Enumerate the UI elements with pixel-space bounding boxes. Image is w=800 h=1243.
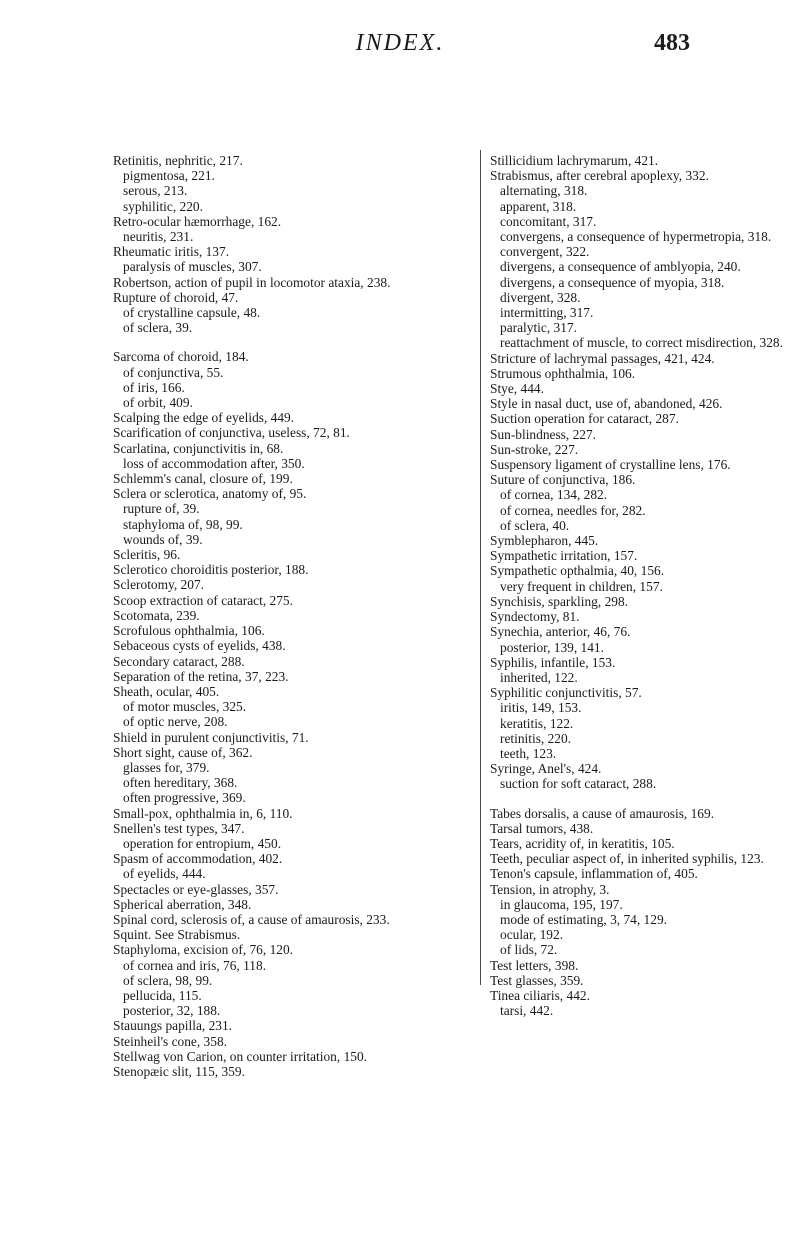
index-subentry: posterior, 32, 188. xyxy=(123,1003,221,1019)
index-entry: Spinal cord, sclerosis of, a cause of amaurosis, 233. xyxy=(113,911,390,927)
index-entry: Scrofulous ophthalmia, 106. xyxy=(113,623,265,639)
index-subentry: neuritis, 231. xyxy=(123,229,194,245)
index-entry: Snellen's test types, 347. xyxy=(113,820,245,836)
index-subentry: divergent, 328. xyxy=(500,289,581,305)
index-subentry: divergens, a consequence of myopia, 318. xyxy=(500,274,725,290)
index-entry: Sympathetic irritation, 157. xyxy=(490,548,638,564)
index-entry: Sheath, ocular, 405. xyxy=(113,683,220,699)
index-subentry: of cornea and iris, 76, 118. xyxy=(123,957,267,973)
index-entry: Tinea ciliaris, 442. xyxy=(490,987,590,1003)
index-subentry: of cornea, needles for, 282. xyxy=(500,502,646,518)
index-subentry: of lids, 72. xyxy=(500,942,558,958)
index-entry: Schlemm's canal, closure of, 199. xyxy=(113,471,293,487)
index-entry: Retinitis, nephritic, 217. xyxy=(113,153,243,168)
index-entry: Teeth, peculiar aspect of, in inherited syphilis, 123. xyxy=(490,851,764,867)
index-entry: Sclerotico choroiditis posterior, 188. xyxy=(113,562,309,578)
index-entry: Separation of the retina, 37, 223. xyxy=(113,668,289,684)
index-subentry: ocular, 192. xyxy=(500,927,564,943)
index-subentry: syphilitic, 220. xyxy=(123,198,203,214)
index-subentry: paralysis of muscles, 307. xyxy=(123,259,262,275)
index-subentry: teeth, 123. xyxy=(500,745,557,761)
index-subentry: apparent, 318. xyxy=(500,198,577,214)
index-entry: Stauungs papilla, 231. xyxy=(113,1018,233,1034)
index-subentry: of sclera, 98, 99. xyxy=(123,972,213,988)
index-subentry: keratitis, 122. xyxy=(500,715,574,731)
index-subentry: concomitant, 317. xyxy=(500,213,597,229)
index-subentry: wounds of, 39. xyxy=(123,531,203,547)
index-entry: Symblepharon, 445. xyxy=(490,533,599,549)
index-entry: Syndectomy, 81. xyxy=(490,609,580,625)
index-subentry: iritis, 149, 153. xyxy=(500,700,582,716)
running-title: INDEX. xyxy=(355,30,445,56)
index-subentry: of crystalline capsule, 48. xyxy=(123,305,261,321)
index-column-left xyxy=(113,153,473,1079)
index-subentry: convergens, a consequence of hypermetropia, 318. xyxy=(500,229,772,245)
index-entry: Sclera or sclerotica, anatomy of, 95. xyxy=(113,486,307,502)
index-entry: Stillicidium lachrymarum, 421. xyxy=(490,153,659,168)
index-subentry: glasses for, 379. xyxy=(123,759,210,775)
index-entry: Robertson, action of pupil in locomotor ataxia, 238. xyxy=(113,274,391,290)
index-entry: Scotomata, 239. xyxy=(113,607,200,623)
index-entry: Short sight, cause of, 362. xyxy=(113,744,253,760)
index-entry: Suture of conjunctiva, 186. xyxy=(490,472,636,488)
index-entry: Sun-stroke, 227. xyxy=(490,441,579,457)
index-subentry: of sclera, 39. xyxy=(123,320,193,336)
index-subentry: loss of accommodation after, 350. xyxy=(123,455,305,471)
index-entry: Secondary cataract, 288. xyxy=(113,653,245,669)
index-entry: Tarsal tumors, 438. xyxy=(490,820,594,836)
index-entry: Scoop extraction of cataract, 275. xyxy=(113,592,293,608)
index-subentry: often hereditary, 368. xyxy=(123,775,238,791)
index-entry: Spasm of accommodation, 402. xyxy=(113,851,283,867)
index-entry: Tears, acridity of, in keratitis, 105. xyxy=(490,835,675,851)
index-entry: Sebaceous cysts of eyelids, 438. xyxy=(113,638,286,654)
section-gap xyxy=(113,335,473,349)
index-entry: Small-pox, ophthalmia in, 6, 110. xyxy=(113,805,293,821)
index-entry: Strumous ophthalmia, 106. xyxy=(490,365,636,381)
index-subentry: staphyloma of, 98, 99. xyxy=(123,516,243,532)
index-entry: Tenon's capsule, inflammation of, 405. xyxy=(490,866,698,882)
index-subentry: very frequent in children, 157. xyxy=(500,578,663,594)
index-subentry: of iris, 166. xyxy=(123,379,185,395)
index-subentry: of eyelids, 444. xyxy=(123,866,206,882)
index-subentry: tarsi, 442. xyxy=(500,1003,554,1019)
index-subentry: inherited, 122. xyxy=(500,669,578,685)
index-entry: Sarcoma of choroid, 184. xyxy=(113,349,249,365)
column-divider xyxy=(480,150,481,985)
page-number: 483 xyxy=(654,30,690,56)
index-subentry: intermitting, 317. xyxy=(500,305,594,321)
index-subentry: pigmentosa, 221. xyxy=(123,168,215,184)
index-subentry: alternating, 318. xyxy=(500,183,588,199)
index-subentry: reattachment of muscle, to correct misdirection, 328. xyxy=(500,335,783,351)
index-subentry: of cornea, 134, 282. xyxy=(500,487,608,503)
index-subentry: paralytic, 317. xyxy=(500,320,577,336)
index-entry: Suction operation for cataract, 287. xyxy=(490,411,679,427)
index-subentry: often progressive, 369. xyxy=(123,790,246,806)
index-subentry: of optic nerve, 208. xyxy=(123,714,228,730)
index-subentry: of orbit, 409. xyxy=(123,395,193,411)
index-entry: Synchisis, sparkling, 298. xyxy=(490,593,628,609)
index-entry: Squint. See Strabismus. xyxy=(113,927,241,943)
index-entry: Syphilis, infantile, 153. xyxy=(490,654,616,670)
index-entry: Sclerotomy, 207. xyxy=(113,577,204,593)
index-subentry: operation for entropium, 450. xyxy=(123,835,282,851)
index-entry: Scleritis, 96. xyxy=(113,547,181,563)
index-subentry: in glaucoma, 195, 197. xyxy=(500,896,623,912)
index-entry: Steinheil's cone, 358. xyxy=(113,1033,227,1049)
index-entry: Syphilitic conjunctivitis, 57. xyxy=(490,685,642,701)
index-entry: Tension, in atrophy, 3. xyxy=(490,881,610,897)
index-subentry: of conjunctiva, 55. xyxy=(123,364,224,380)
index-entry: Rheumatic iritis, 137. xyxy=(113,244,230,260)
page-header xyxy=(0,30,800,70)
index-subentry: of motor muscles, 325. xyxy=(123,699,247,715)
index-entry: Stricture of lachrymal passages, 421, 424. xyxy=(490,350,715,366)
index-entry: Stye, 444. xyxy=(490,381,544,397)
index-entry: Sun-blindness, 227. xyxy=(490,426,597,442)
index-subentry: retinitis, 220. xyxy=(500,730,572,746)
index-entry: Test glasses, 359. xyxy=(490,972,584,988)
index-entry: Spectacles or eye-glasses, 357. xyxy=(113,881,279,897)
index-entry: Rupture of choroid, 47. xyxy=(113,289,239,305)
index-subentry: convergent, 322. xyxy=(500,244,590,260)
index-entry: Spherical aberration, 348. xyxy=(113,896,252,912)
index-subentry: pellucida, 115. xyxy=(123,987,202,1003)
index-entry: Style in nasal duct, use of, abandoned, 426. xyxy=(490,396,723,412)
index-subentry: divergens, a consequence of amblyopia, 240. xyxy=(500,259,741,275)
index-entry: Scalping the edge of eyelids, 449. xyxy=(113,410,295,426)
index-column-right xyxy=(490,153,800,1018)
index-subentry: rupture of, 39. xyxy=(123,501,200,517)
index-entry: Scarlatina, conjunctivitis in, 68. xyxy=(113,440,284,456)
index-entry: Tabes dorsalis, a cause of amaurosis, 169. xyxy=(490,805,715,821)
index-entry: Strabismus, after cerebral apoplexy, 332. xyxy=(490,168,709,184)
index-entry: Scarification of conjunctiva, useless, 72, 81. xyxy=(113,425,350,441)
index-entry: Shield in purulent conjunctivitis, 71. xyxy=(113,729,309,745)
index-entry: Test letters, 398. xyxy=(490,957,579,973)
index-entry: Staphyloma, excision of, 76, 120. xyxy=(113,942,294,958)
index-subentry: mode of estimating, 3, 74, 129. xyxy=(500,911,667,927)
index-subentry: of sclera, 40. xyxy=(500,517,570,533)
index-entry: Sympathetic opthalmia, 40, 156. xyxy=(490,563,665,579)
index-entry: Stenopæic slit, 115, 359. xyxy=(113,1063,245,1079)
index-subentry: posterior, 139, 141. xyxy=(500,639,604,655)
index-entry: Suspensory ligament of crystalline lens, 176. xyxy=(490,457,731,473)
section-gap xyxy=(490,792,800,806)
index-entry: Retro-ocular hæmorrhage, 162. xyxy=(113,213,282,229)
index-entry: Synechia, anterior, 46, 76. xyxy=(490,624,631,640)
index-entry: Syringe, Anel's, 424. xyxy=(490,761,602,777)
index-subentry: suction for soft cataract, 288. xyxy=(500,776,657,792)
index-entry: Stellwag von Carion, on counter irritation, 150. xyxy=(113,1048,368,1064)
index-subentry: serous, 213. xyxy=(123,183,188,199)
